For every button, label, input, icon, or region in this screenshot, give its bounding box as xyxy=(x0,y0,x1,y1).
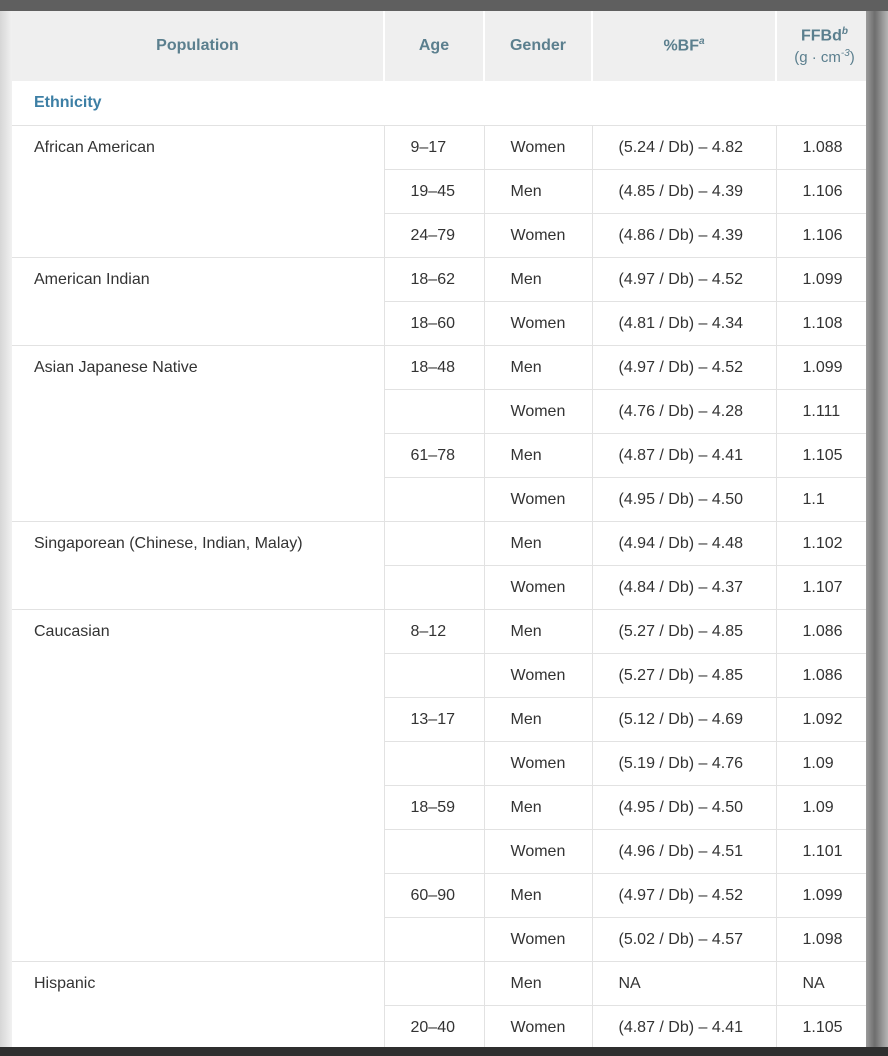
gender-cell: Women xyxy=(484,566,592,610)
header-ffbd-unit: $(g \cdot cm^{-3})$ xyxy=(794,47,855,66)
age-cell xyxy=(384,918,484,962)
age-cell xyxy=(384,830,484,874)
age-cell: 61–78 xyxy=(384,434,484,478)
gender-cell: Women xyxy=(484,214,592,258)
ffbd-cell: 1.106 xyxy=(776,170,872,214)
ffbd-cell: 1.099 xyxy=(776,258,872,302)
table-row xyxy=(12,962,872,1006)
gender-cell: Women xyxy=(484,654,592,698)
gender-cell: Women xyxy=(484,478,592,522)
footnote-marker-a: a xyxy=(699,36,705,48)
section-row xyxy=(12,81,872,126)
gender-cell: Women xyxy=(484,126,592,170)
section-label: Ethnicity xyxy=(12,81,872,126)
ffbd-cell: 1.09 xyxy=(776,786,872,830)
age-cell xyxy=(384,654,484,698)
table-container[interactable] xyxy=(12,11,872,1047)
footnote-marker-b: b xyxy=(841,26,848,38)
body-fat-formula-cell: (4.87 / Db) – 4.41 xyxy=(592,1006,776,1048)
age-cell xyxy=(384,390,484,434)
gender-cell: Women xyxy=(484,390,592,434)
body-fat-formula-cell: (5.12 / Db) – 4.69 xyxy=(592,698,776,742)
body-fat-formula-cell: (4.94 / Db) – 4.48 xyxy=(592,522,776,566)
gender-cell: Women xyxy=(484,742,592,786)
gender-cell: Men xyxy=(484,874,592,918)
ffbd-cell: 1.107 xyxy=(776,566,872,610)
age-cell: 60–90 xyxy=(384,874,484,918)
age-cell xyxy=(384,742,484,786)
body-fat-formula-cell: (5.02 / Db) – 4.57 xyxy=(592,918,776,962)
gender-cell: Men xyxy=(484,434,592,478)
population-cell: Caucasian xyxy=(12,610,384,962)
bottom-frame-bar xyxy=(0,1047,888,1056)
age-cell: 13–17 xyxy=(384,698,484,742)
body-fat-formula-cell: (4.95 / Db) – 4.50 xyxy=(592,786,776,830)
body-fat-formula-cell: (4.76 / Db) – 4.28 xyxy=(592,390,776,434)
population-cell: Singaporean (Chinese, Indian, Malay) xyxy=(12,522,384,610)
population-cell: African American xyxy=(12,126,384,258)
ffbd-cell: 1.108 xyxy=(776,302,872,346)
ffbd-cell: 1.106 xyxy=(776,214,872,258)
table-row xyxy=(12,126,872,170)
gender-cell: Men xyxy=(484,522,592,566)
body-fat-formula-cell: (5.27 / Db) – 4.85 xyxy=(592,610,776,654)
ffbd-cell: 1.1 xyxy=(776,478,872,522)
ffbd-cell: 1.086 xyxy=(776,610,872,654)
header-population: Population xyxy=(12,11,384,81)
ffbd-cell: 1.088 xyxy=(776,126,872,170)
body-fat-formula-cell: (4.96 / Db) – 4.51 xyxy=(592,830,776,874)
ffbd-cell: 1.09 xyxy=(776,742,872,786)
table-row xyxy=(12,610,872,654)
ffbd-cell: 1.099 xyxy=(776,346,872,390)
body-fat-conversion-table xyxy=(12,11,872,1047)
body-fat-formula-cell: (5.19 / Db) – 4.76 xyxy=(592,742,776,786)
body-fat-formula-cell: (5.27 / Db) – 4.85 xyxy=(592,654,776,698)
population-cell: Asian Japanese Native xyxy=(12,346,384,522)
gender-cell: Women xyxy=(484,1006,592,1048)
body-fat-formula-cell: (4.86 / Db) – 4.39 xyxy=(592,214,776,258)
ffbd-cell: 1.092 xyxy=(776,698,872,742)
gender-cell: Women xyxy=(484,302,592,346)
age-cell xyxy=(384,522,484,566)
ffbd-cell: 1.111 xyxy=(776,390,872,434)
ffbd-cell: 1.099 xyxy=(776,874,872,918)
age-cell: 19–45 xyxy=(384,170,484,214)
body-fat-formula-cell: (4.95 / Db) – 4.50 xyxy=(592,478,776,522)
body-fat-formula-cell: (4.97 / Db) – 4.52 xyxy=(592,346,776,390)
header-body-fat: $\%BF^a$ xyxy=(592,11,776,81)
gender-cell: Men xyxy=(484,698,592,742)
ffbd-cell: 1.086 xyxy=(776,654,872,698)
top-frame-bar xyxy=(0,0,888,11)
age-cell: 18–62 xyxy=(384,258,484,302)
gender-cell: Men xyxy=(484,170,592,214)
ffbd-cell: 1.098 xyxy=(776,918,872,962)
right-edge-shadow xyxy=(866,11,888,1047)
body-fat-formula-cell: (4.81 / Db) – 4.34 xyxy=(592,302,776,346)
table-row xyxy=(12,258,872,302)
ffbd-cell: NA xyxy=(776,962,872,1006)
header-age: Age xyxy=(384,11,484,81)
age-cell xyxy=(384,962,484,1006)
age-cell xyxy=(384,478,484,522)
header-gender: Gender xyxy=(484,11,592,81)
age-cell: 18–60 xyxy=(384,302,484,346)
table-body xyxy=(12,81,872,1047)
ffbd-cell: 1.105 xyxy=(776,434,872,478)
gender-cell: Women xyxy=(484,918,592,962)
ffbd-cell: 1.102 xyxy=(776,522,872,566)
body-fat-formula-cell: (4.97 / Db) – 4.52 xyxy=(592,874,776,918)
gender-cell: Men xyxy=(484,610,592,654)
table-header xyxy=(12,11,872,81)
body-fat-formula-cell: (4.84 / Db) – 4.37 xyxy=(592,566,776,610)
gender-cell: Women xyxy=(484,830,592,874)
header-ffbd: FFBd$^b$ $(g \cdot cm^{-3})$ xyxy=(776,11,872,81)
gender-cell: Men xyxy=(484,258,592,302)
age-cell: 24–79 xyxy=(384,214,484,258)
population-cell: Hispanic xyxy=(12,962,384,1048)
body-fat-formula-cell: (4.85 / Db) – 4.39 xyxy=(592,170,776,214)
age-cell: 20–40 xyxy=(384,1006,484,1048)
age-cell: 9–17 xyxy=(384,126,484,170)
age-cell: 18–48 xyxy=(384,346,484,390)
gender-cell: Men xyxy=(484,962,592,1006)
age-cell xyxy=(384,566,484,610)
ffbd-cell: 1.101 xyxy=(776,830,872,874)
body-fat-formula-cell: (5.24 / Db) – 4.82 xyxy=(592,126,776,170)
table-row xyxy=(12,346,872,390)
body-fat-formula-cell: NA xyxy=(592,962,776,1006)
gender-cell: Men xyxy=(484,346,592,390)
ffbd-cell: 1.105 xyxy=(776,1006,872,1048)
age-cell: 18–59 xyxy=(384,786,484,830)
age-cell: 8–12 xyxy=(384,610,484,654)
left-edge-shadow xyxy=(0,11,12,1047)
body-fat-formula-cell: (4.87 / Db) – 4.41 xyxy=(592,434,776,478)
population-cell: American Indian xyxy=(12,258,384,346)
gender-cell: Men xyxy=(484,786,592,830)
body-fat-formula-cell: (4.97 / Db) – 4.52 xyxy=(592,258,776,302)
table-row xyxy=(12,522,872,566)
